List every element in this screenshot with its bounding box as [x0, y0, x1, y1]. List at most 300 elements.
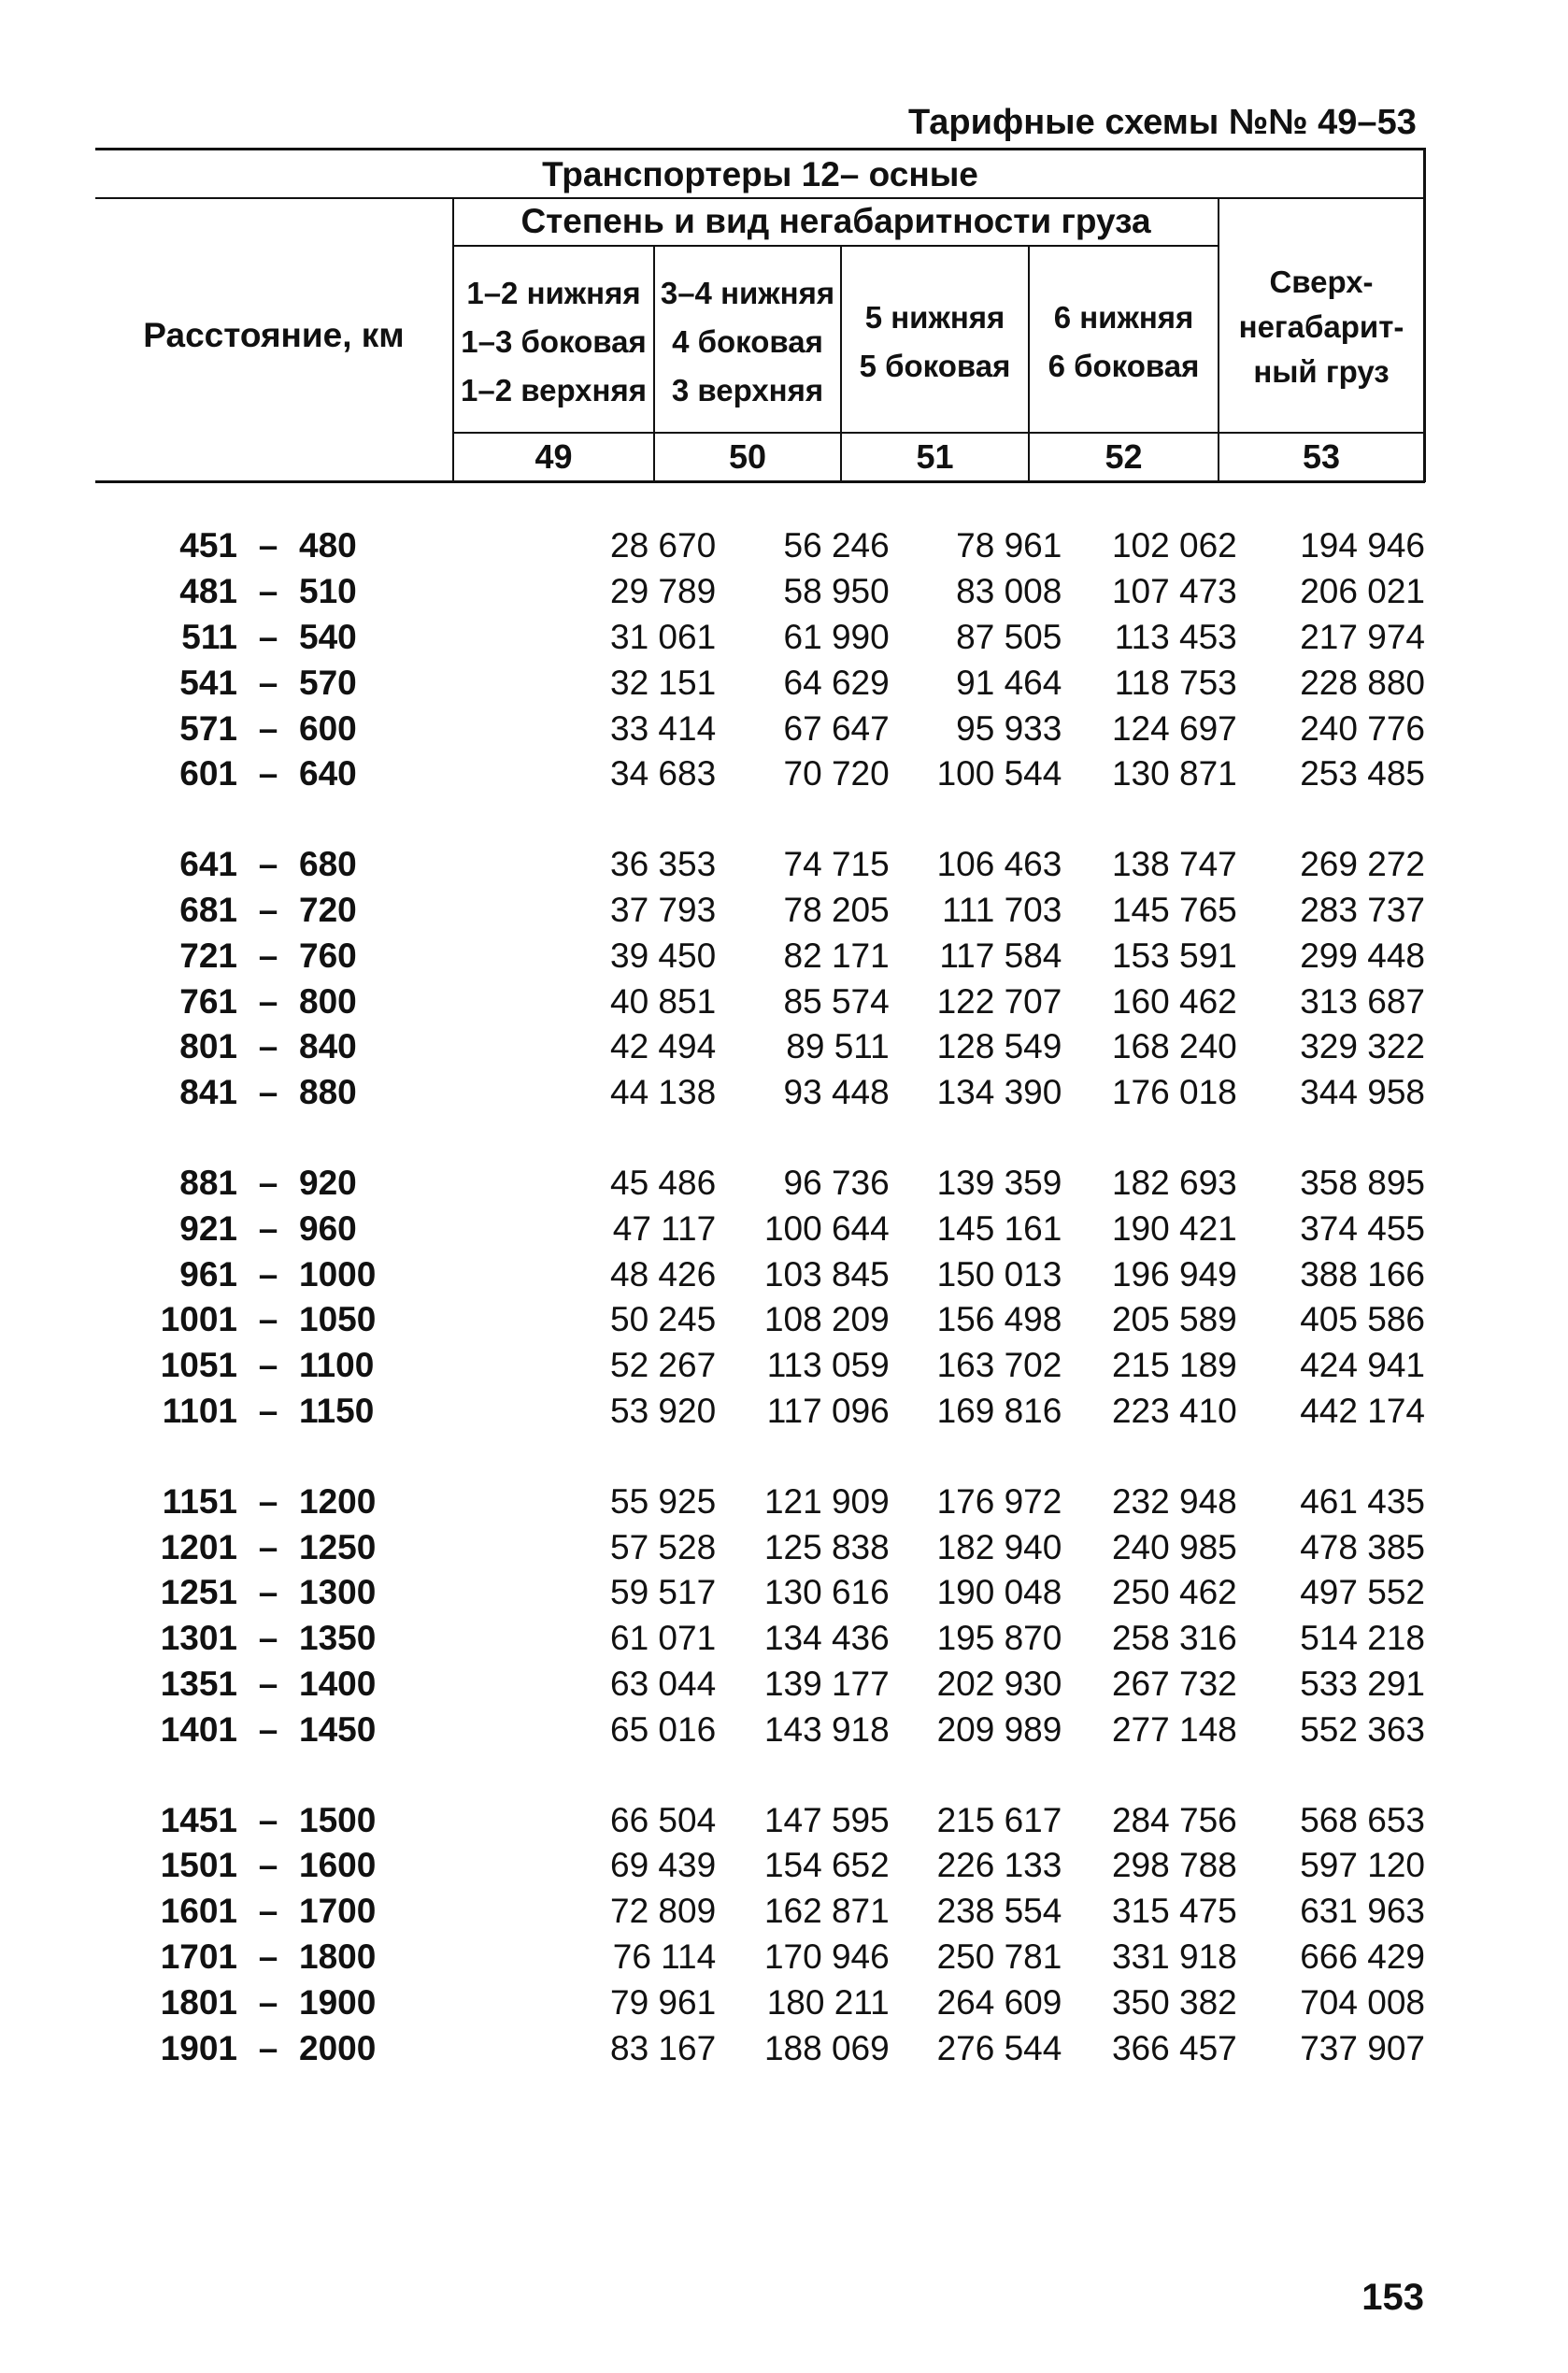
tariff-value-51: 238 554: [936, 1892, 1062, 1931]
table-row: [95, 523, 1425, 569]
tariff-value-52: 284 756: [1111, 1800, 1237, 1839]
tariff-value-49: 48 426: [610, 1254, 717, 1294]
range-dash: –: [258, 617, 278, 656]
distance-from: 1701: [160, 1937, 237, 1976]
table-row: [95, 1889, 1425, 1935]
distance-to: 1000: [299, 1254, 377, 1294]
distance-range: [95, 1710, 404, 1750]
distance-range: [95, 1073, 404, 1112]
tariff-value-52: 366 457: [1111, 2028, 1237, 2067]
distance-range: [95, 982, 404, 1022]
tariff-value-49: 39 450: [610, 936, 717, 975]
tariff-value-53: 217 974: [1300, 617, 1425, 656]
tariff-value-49: 55 925: [610, 1481, 717, 1521]
distance-from: 1601: [160, 1892, 237, 1931]
tariff-value-52: 298 788: [1111, 1846, 1237, 1885]
tariff-value-49: 76 114: [612, 1937, 717, 1976]
range-dash: –: [258, 1709, 278, 1749]
distance-range: [95, 709, 404, 749]
tariff-value-49: 44 138: [610, 1073, 717, 1112]
distance-from: 481: [179, 572, 237, 611]
tariff-value-49: 79 961: [610, 1982, 717, 2022]
tariff-value-50: 78 205: [783, 890, 890, 929]
distance-to: 1450: [299, 1709, 377, 1749]
tariff-value-49: 32 151: [610, 663, 717, 702]
distance-to: 680: [299, 845, 357, 884]
distance-from: 1151: [162, 1481, 237, 1521]
range-dash: –: [258, 1073, 278, 1112]
tariff-value-53: 388 166: [1300, 1254, 1425, 1294]
tariff-value-49: 83 167: [610, 2028, 717, 2067]
tariff-value-51: 182 940: [936, 1527, 1062, 1566]
distance-from: 1001: [160, 1300, 237, 1339]
subgroup-title: Степень и вид негабаритности груза: [520, 202, 1151, 240]
tariff-value-53: 269 272: [1300, 845, 1425, 884]
distance-from: 881: [179, 1163, 237, 1202]
column-number-49: 49: [535, 437, 573, 476]
distance-to: 1500: [299, 1800, 377, 1839]
column-49-header: 1–2 нижняя 1–3 боковая 1–2 верхняя: [461, 276, 647, 407]
tariff-value-53: 228 880: [1300, 663, 1425, 702]
distance-to: 510: [299, 572, 357, 611]
tariff-value-52: 138 747: [1111, 845, 1237, 884]
tariff-value-51: 100 544: [936, 754, 1062, 793]
table-row: [95, 1251, 1425, 1297]
distance-range: [95, 1528, 404, 1567]
tariff-value-52: 267 732: [1111, 1664, 1237, 1703]
distance-from: 961: [179, 1254, 237, 1294]
range-dash: –: [258, 754, 278, 793]
tariff-value-53: 424 941: [1300, 1346, 1425, 1385]
table-row: [95, 1479, 1425, 1524]
tariff-value-50: 100 644: [763, 1208, 890, 1248]
header-bottom-rule: [95, 480, 1425, 483]
tariff-value-50: 113 059: [766, 1346, 890, 1385]
tariff-value-52: 153 591: [1111, 936, 1237, 975]
tariff-value-50: 74 715: [783, 845, 890, 884]
distance-to: 1250: [299, 1527, 377, 1566]
tariff-value-51: 83 008: [956, 572, 1062, 611]
distance-to: 920: [299, 1163, 357, 1202]
tariff-value-49: 53 920: [610, 1391, 717, 1430]
tariff-value-51: 128 549: [936, 1027, 1062, 1066]
tariff-value-50: 82 171: [783, 936, 890, 975]
table-row: [95, 2025, 1425, 2071]
distance-from: 511: [181, 617, 237, 656]
table-row: [95, 1070, 1425, 1116]
distance-to: 1600: [299, 1846, 377, 1885]
table-row: [95, 615, 1425, 661]
range-dash: –: [258, 1982, 278, 2022]
tariff-value-53: 442 174: [1300, 1391, 1425, 1430]
tariff-value-51: 117 584: [939, 936, 1062, 975]
distance-to: 1400: [299, 1664, 377, 1703]
distance-range: [95, 1846, 404, 1885]
tariff-value-53: 358 895: [1300, 1163, 1425, 1202]
tariff-value-49: 72 809: [610, 1892, 717, 1931]
table-header: [95, 148, 1425, 484]
table-row: [95, 888, 1425, 934]
tariff-value-52: 102 062: [1111, 526, 1237, 565]
distance-from: 1901: [160, 2028, 237, 2067]
distance-range: [95, 1665, 404, 1704]
distance-from: 1051: [160, 1346, 237, 1385]
distance-label: Расстояние, км: [143, 316, 405, 354]
table-row: [95, 842, 1425, 888]
tariff-value-51: 95 933: [956, 708, 1062, 748]
distance-from: 1801: [160, 1982, 237, 2022]
distance-range: [95, 1392, 404, 1431]
tariff-value-50: 147 595: [763, 1800, 890, 1839]
table-row: [95, 1024, 1425, 1070]
distance-to: 1150: [299, 1391, 375, 1430]
tariff-value-53: 737 907: [1300, 2028, 1425, 2067]
tariff-value-49: 34 683: [610, 754, 717, 793]
tariff-value-51: 176 972: [936, 1481, 1062, 1521]
tariff-value-49: 69 439: [610, 1846, 717, 1885]
header-right-rule: [1423, 148, 1426, 482]
tariff-value-53: 666 429: [1300, 1937, 1425, 1976]
tariff-value-49: 63 044: [610, 1664, 717, 1703]
header-rule-3: [452, 432, 1425, 434]
distance-to: 540: [299, 617, 357, 656]
tariff-value-52: 160 462: [1111, 981, 1237, 1021]
distance-to: 1900: [299, 1982, 377, 2022]
table-row: [95, 1161, 1425, 1207]
distance-to: 640: [299, 754, 357, 793]
range-dash: –: [258, 1664, 278, 1703]
tariff-value-53: 568 653: [1300, 1800, 1425, 1839]
range-dash: –: [258, 1937, 278, 1976]
tariff-value-52: 277 148: [1111, 1709, 1237, 1749]
distance-range: [95, 526, 404, 565]
tariff-value-49: 66 504: [610, 1800, 717, 1839]
table-row: [95, 1935, 1425, 1980]
distance-to: 720: [299, 890, 357, 929]
table-row: [95, 706, 1425, 751]
distance-range: [95, 1892, 404, 1931]
distance-from: 681: [179, 890, 237, 929]
tariff-value-50: 143 918: [763, 1709, 890, 1749]
tariff-value-51: 156 498: [936, 1300, 1062, 1339]
tariff-value-52: 190 421: [1111, 1208, 1237, 1248]
tariff-value-53: 206 021: [1300, 572, 1425, 611]
tariff-value-52: 350 382: [1111, 1982, 1237, 2022]
distance-from: 801: [179, 1027, 237, 1066]
distance-range: [95, 1027, 404, 1066]
tariff-value-53: 240 776: [1300, 708, 1425, 748]
tariff-value-53: 194 946: [1300, 526, 1425, 565]
tariff-value-49: 37 793: [610, 890, 717, 929]
tariff-value-52: 130 871: [1111, 754, 1237, 793]
tariff-value-52: 258 316: [1111, 1619, 1237, 1658]
distance-to: 880: [299, 1073, 357, 1112]
tariff-value-50: 117 096: [766, 1391, 890, 1430]
row-group: [95, 1479, 1425, 1752]
tariff-value-53: 329 322: [1300, 1027, 1425, 1066]
distance-to: 570: [299, 663, 357, 702]
tariff-value-52: 240 985: [1111, 1527, 1237, 1566]
tariff-value-49: 29 789: [610, 572, 717, 611]
tariff-value-51: 163 702: [936, 1346, 1062, 1385]
range-dash: –: [258, 1027, 278, 1066]
tariff-value-51: 215 617: [936, 1800, 1062, 1839]
range-dash: –: [258, 936, 278, 975]
distance-from: 1201: [160, 1527, 237, 1566]
distance-from: 1301: [160, 1619, 237, 1658]
table-row: [95, 1980, 1425, 2025]
distance-from: 1351: [160, 1664, 237, 1703]
tariff-value-49: 28 670: [610, 526, 717, 565]
tariff-value-50: 170 946: [763, 1937, 890, 1976]
tariff-value-49: 59 517: [610, 1573, 717, 1612]
tariff-value-51: 169 816: [936, 1391, 1062, 1430]
tariff-value-49: 57 528: [610, 1527, 717, 1566]
table-row: [95, 1389, 1425, 1435]
tariff-value-53: 344 958: [1300, 1073, 1425, 1112]
tariff-value-51: 134 390: [936, 1073, 1062, 1112]
column-number-51: 51: [916, 437, 954, 476]
tariff-value-50: 67 647: [783, 708, 890, 748]
distance-to: 1300: [299, 1573, 377, 1612]
range-dash: –: [258, 1892, 278, 1931]
tariff-value-51: 195 870: [936, 1619, 1062, 1658]
tariff-value-52: 182 693: [1111, 1163, 1237, 1202]
tariff-value-52: 331 918: [1111, 1937, 1237, 1976]
tariff-value-51: 91 464: [956, 663, 1062, 702]
tariff-value-51: 78 961: [956, 526, 1062, 565]
tariff-value-53: 631 963: [1300, 1892, 1425, 1931]
range-dash: –: [258, 663, 278, 702]
range-dash: –: [258, 1391, 278, 1430]
tariff-value-51: 145 161: [936, 1208, 1062, 1248]
tariff-value-50: 56 246: [783, 526, 890, 565]
distance-range: [95, 936, 404, 976]
tariff-value-53: 283 737: [1300, 890, 1425, 929]
distance-to: 1200: [299, 1481, 377, 1521]
tariff-table-body: [95, 523, 1425, 2116]
tariff-value-50: 162 871: [763, 1892, 890, 1931]
distance-range: [95, 618, 404, 657]
range-dash: –: [258, 708, 278, 748]
distance-to: 480: [299, 526, 357, 565]
distance-from: 1501: [160, 1846, 237, 1885]
distance-to: 600: [299, 708, 357, 748]
tariff-value-53: 313 687: [1300, 981, 1425, 1021]
distance-to: 2000: [299, 2028, 377, 2067]
distance-from: 1451: [160, 1800, 237, 1839]
tariff-value-51: 87 505: [956, 617, 1062, 656]
distance-to: 760: [299, 936, 357, 975]
distance-range: [95, 1482, 404, 1522]
tariff-value-51: 202 930: [936, 1664, 1062, 1703]
table-row: [95, 933, 1425, 979]
distance-range: [95, 1983, 404, 2023]
column-number-50: 50: [728, 437, 767, 476]
table-row: [95, 751, 1425, 797]
distance-range: [95, 1346, 404, 1385]
tariff-value-52: 196 949: [1111, 1254, 1237, 1294]
tariff-value-49: 61 071: [610, 1619, 717, 1658]
range-dash: –: [258, 1527, 278, 1566]
table-row: [95, 1662, 1425, 1708]
distance-from: 721: [179, 936, 237, 975]
tariff-value-51: 226 133: [936, 1846, 1062, 1885]
tariff-value-49: 45 486: [610, 1163, 717, 1202]
tariff-value-53: 374 455: [1300, 1208, 1425, 1248]
range-dash: –: [258, 890, 278, 929]
tariff-value-49: 65 016: [610, 1709, 717, 1749]
table-row: [95, 1343, 1425, 1389]
tariff-value-50: 139 177: [763, 1664, 890, 1703]
tariff-value-50: 93 448: [783, 1073, 890, 1112]
tariff-value-52: 145 765: [1111, 890, 1237, 929]
table-row: [95, 569, 1425, 615]
tariff-value-50: 188 069: [763, 2028, 890, 2067]
table-row: [95, 1707, 1425, 1752]
distance-range: [95, 1573, 404, 1612]
table-row: [95, 1570, 1425, 1616]
column-52-header: 6 нижняя 6 боковая: [1048, 300, 1200, 383]
group-title: Транспортеры 12– осные: [542, 155, 978, 193]
tariff-value-52: 113 453: [1114, 617, 1237, 656]
range-dash: –: [258, 981, 278, 1021]
tariff-value-50: 121 909: [763, 1481, 890, 1521]
tariff-value-51: 106 463: [936, 845, 1062, 884]
row-group: [95, 842, 1425, 1116]
tariff-value-52: 205 589: [1111, 1300, 1237, 1339]
distance-range: [95, 845, 404, 884]
distance-to: 1350: [299, 1619, 377, 1658]
tariff-value-49: 40 851: [610, 981, 717, 1021]
range-dash: –: [258, 1346, 278, 1385]
tariff-value-51: 264 609: [936, 1982, 1062, 2022]
distance-from: 841: [179, 1073, 237, 1112]
tariff-value-52: 223 410: [1111, 1391, 1237, 1430]
tariff-value-50: 108 209: [763, 1300, 890, 1339]
distance-to: 840: [299, 1027, 357, 1066]
tariff-value-52: 124 697: [1111, 708, 1237, 748]
distance-to: 1050: [299, 1300, 377, 1339]
distance-from: 641: [179, 845, 237, 884]
tariff-value-50: 154 652: [763, 1846, 890, 1885]
tariff-value-50: 125 838: [763, 1527, 890, 1566]
range-dash: –: [258, 1619, 278, 1658]
distance-range: [95, 891, 404, 930]
table-row: [95, 979, 1425, 1024]
range-dash: –: [258, 1846, 278, 1885]
distance-range: [95, 1209, 404, 1249]
tariff-value-53: 497 552: [1300, 1573, 1425, 1612]
tariff-value-50: 85 574: [783, 981, 890, 1021]
range-dash: –: [258, 572, 278, 611]
range-dash: –: [258, 1208, 278, 1248]
tariff-value-53: 405 586: [1300, 1300, 1425, 1339]
distance-range: [95, 572, 404, 611]
running-head: Тарифные схемы №№ 49–53: [908, 103, 1417, 142]
tariff-value-51: 250 781: [936, 1937, 1062, 1976]
page-number: 153: [1361, 2277, 1424, 2318]
distance-to: 1800: [299, 1937, 377, 1976]
distance-range: [95, 664, 404, 703]
header-top-rule: [95, 148, 1425, 150]
tariff-value-49: 36 353: [610, 845, 717, 884]
tariff-value-51: 139 359: [936, 1163, 1062, 1202]
tariff-value-51: 122 707: [936, 981, 1062, 1021]
range-dash: –: [258, 1481, 278, 1521]
row-group: [95, 1797, 1425, 2071]
header-rule-1: [95, 197, 1425, 199]
distance-range: [95, 1937, 404, 1977]
range-dash: –: [258, 1573, 278, 1612]
tariff-value-51: 111 703: [942, 890, 1062, 929]
tariff-value-50: 130 616: [763, 1573, 890, 1612]
tariff-value-53: 253 485: [1300, 754, 1425, 793]
tariff-value-52: 250 462: [1111, 1573, 1237, 1612]
tariff-value-50: 180 211: [766, 1982, 890, 2022]
tariff-value-50: 103 845: [763, 1254, 890, 1294]
tariff-value-52: 176 018: [1111, 1073, 1237, 1112]
range-dash: –: [258, 845, 278, 884]
tariff-value-50: 61 990: [783, 617, 890, 656]
table-row: [95, 660, 1425, 706]
distance-range: [95, 2029, 404, 2068]
range-dash: –: [258, 2028, 278, 2067]
tariff-value-49: 47 117: [612, 1208, 717, 1248]
tariff-value-50: 134 436: [763, 1619, 890, 1658]
tariff-value-49: 50 245: [610, 1300, 717, 1339]
distance-to: 1100: [299, 1346, 375, 1385]
tariff-value-53: 299 448: [1300, 936, 1425, 975]
table-row: [95, 1297, 1425, 1343]
tariff-value-53: 478 385: [1300, 1527, 1425, 1566]
column-number-52: 52: [1105, 437, 1143, 476]
tariff-value-49: 52 267: [610, 1346, 717, 1385]
column-53-header: Сверх- негабарит- ный груз: [1238, 264, 1404, 389]
table-row: [95, 1616, 1425, 1662]
tariff-value-52: 232 948: [1111, 1481, 1237, 1521]
distance-to: 800: [299, 981, 357, 1021]
distance-range: [95, 1619, 404, 1658]
tariff-value-50: 70 720: [783, 754, 890, 793]
distance-range: [95, 1255, 404, 1294]
range-dash: –: [258, 1300, 278, 1339]
table-row: [95, 1797, 1425, 1843]
distance-from: 451: [179, 526, 237, 565]
tariff-value-52: 168 240: [1111, 1027, 1237, 1066]
column-51-header: 5 нижняя 5 боковая: [859, 300, 1011, 383]
tariff-value-53: 704 008: [1300, 1982, 1425, 2022]
range-dash: –: [258, 526, 278, 565]
tariff-value-51: 190 048: [936, 1573, 1062, 1612]
tariff-value-50: 58 950: [783, 572, 890, 611]
range-dash: –: [258, 1254, 278, 1294]
tariff-value-50: 89 511: [786, 1027, 890, 1066]
distance-from: 1251: [160, 1573, 237, 1612]
tariff-value-51: 150 013: [936, 1254, 1062, 1294]
distance-from: 761: [179, 981, 237, 1021]
tariff-value-52: 118 753: [1114, 663, 1237, 702]
tariff-value-53: 514 218: [1300, 1619, 1425, 1658]
tariff-value-51: 209 989: [936, 1709, 1062, 1749]
distance-to: 960: [299, 1208, 357, 1248]
distance-from: 601: [179, 754, 237, 793]
header-rule-2: [452, 245, 1219, 247]
tariff-value-53: 533 291: [1300, 1664, 1425, 1703]
distance-range: [95, 1300, 404, 1339]
tariff-value-49: 31 061: [610, 617, 717, 656]
tariff-value-50: 64 629: [783, 663, 890, 702]
